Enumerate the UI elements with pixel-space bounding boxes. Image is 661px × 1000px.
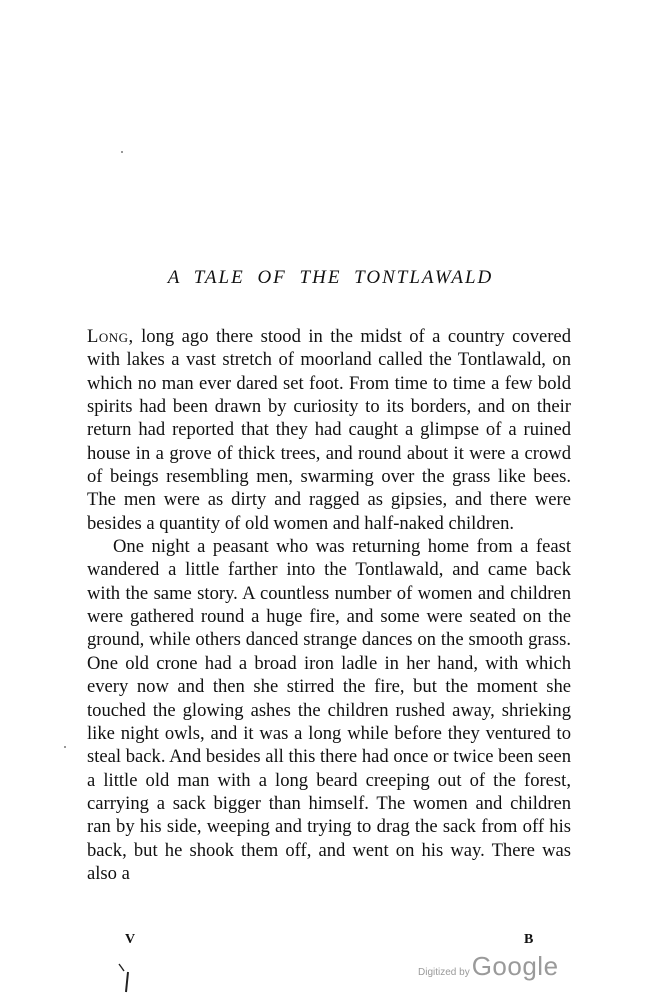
paragraph-2: [87, 535, 571, 885]
paragraph-2-text: One night a peasant who was returning home from a feast wandered a little farther into the Tontlawald, and came back with the same story. A countless number of women and children were gathered round a huge fire, and some were seated on the ground, while others danced strange dances on the smooth grass. One old crone had a broad iron ladle in her hand, with which every now and then she stirred the fire, but the moment she touched the glowing ashes the children rushed away, shrieking like night owls, and it was a long while before they ventured to steal back. And besides all this there had once or twice been seen a little old man with a long beard creeping out of the forest, carrying a sack bigger than himself. The women and children ran by his side, weeping and trying to drag the sack from off his back, but he shook them off, and went on his way. There was also a: [87, 536, 571, 884]
signature-mark-left: V: [125, 932, 136, 947]
pencil-mark-icon: [117, 960, 137, 994]
speck: [121, 151, 123, 153]
page-title: A TALE OF THE TONTLAWALD: [167, 267, 494, 288]
body-text: [87, 325, 571, 885]
watermark-prefix: Digitized by: [418, 967, 470, 978]
drop-lead-word: Long,: [87, 326, 134, 347]
speck: [64, 746, 66, 748]
google-logo: Google: [471, 951, 559, 981]
paragraph-1: [87, 325, 571, 535]
signature-mark-right: B: [524, 932, 534, 947]
digitized-watermark: [418, 951, 559, 982]
paragraph-1-text: long ago there stood in the midst of a country covered with lakes a vast stretch of moorland called the Tontlawald, on which no man ever dared set foot. From time to time a few bold spirits had been drawn by curiosity to its borders, and on their return had reported that they had caught a glimpse of a ruined house in a grove of thick trees, and round about it were a crowd of beings resembling men, swarming over the grass like bees. The men were as dirty and ragged as gipsies, and there were besides a quantity of old women and half-naked children.: [87, 326, 571, 534]
